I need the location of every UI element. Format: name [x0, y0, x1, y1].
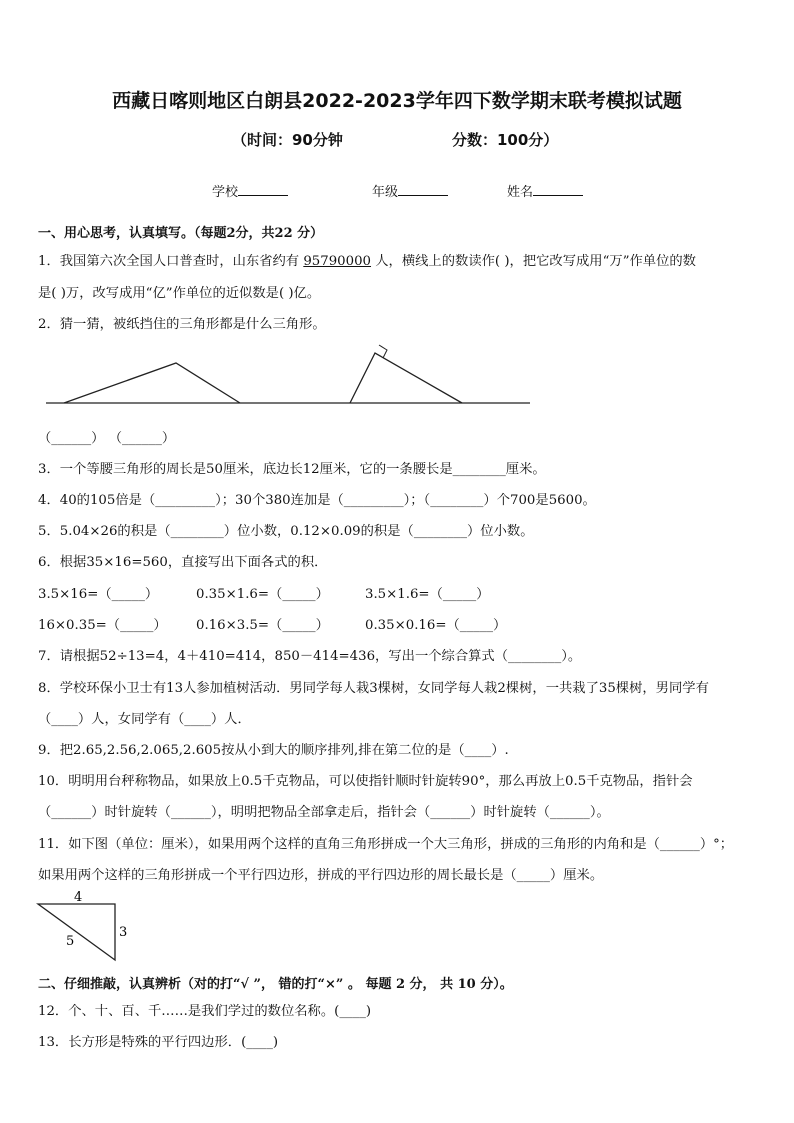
question-6: 6．根据35×16=560，直接写出下面各式的积．	[38, 555, 328, 570]
q1-text-a: 1．我国第六次全国人口普查时，山东省约有	[38, 254, 304, 269]
covered-triangles-figure	[0, 345, 794, 465]
question-4: 4．40的105倍是（_________）；30个380连加是（_________）；（________）个700是5600。	[38, 493, 596, 508]
question-11-line1: 11．如下图（单位：厘米），如果用两个这样的直角三角形拼成一个大三角形，拼成的三角形的内角和是（______）°；	[38, 837, 734, 852]
q6-row2-item1: 16×0.35=（_____）	[38, 618, 167, 633]
exam-title: 西藏日喀则地区白朗县2022-2023学年四下数学期末联考模拟试题	[112, 90, 682, 112]
q1-underlined-number: 95790000	[303, 254, 372, 269]
grade-field	[372, 181, 448, 200]
tri-label-hypotenuse: 5	[66, 934, 75, 949]
q6-row1-item3: 3.5×1.6=（_____）	[365, 587, 490, 602]
question-8-line2: （____）人，女同学有（____）人．	[38, 712, 251, 727]
grade-label: 年级	[372, 185, 399, 200]
question-11-line2: 如果用两个这样的三角形拼成一个平行四边形，拼成的平行四边形的周长最长是（_____）厘米。	[38, 868, 604, 883]
question-2: 2．猜一猜，被纸挡住的三角形都是什么三角形。	[38, 317, 326, 332]
exam-time: （时间：90分钟	[232, 131, 343, 149]
q6-row2-item3: 0.35×0.16=（_____）	[365, 618, 507, 633]
question-10-line1: 10．明明用台秤称物品，如果放上0.5千克物品，可以使指针顺时针旋转90°，那么再放上0.5千克物品，指针会	[38, 774, 693, 789]
question-10-line2: （______）时针旋转（______），明明把物品全部拿走后，指针会（______）时针旋转（______）。	[38, 805, 610, 820]
question-1-line1	[38, 250, 696, 269]
tri-label-top: 4	[74, 890, 83, 905]
tri-label-side: 3	[119, 925, 128, 940]
right-triangle-figure	[0, 890, 794, 970]
triangle-1	[64, 363, 240, 403]
right-triangle-shape	[38, 904, 115, 960]
question-3: 3．一个等腰三角形的周长是50厘米，底边长12厘米，它的一条腰长是________厘米。	[38, 462, 546, 477]
question-2-blanks[interactable]: （______） （______）	[38, 431, 176, 446]
question-9: 9．把2.65,2.56,2.065,2.605按从小到大的顺序排列,排在第二位的是（____）.	[38, 743, 509, 758]
question-8-line1: 8．学校环保小卫士有13人参加植树活动．男同学每人栽3棵树，女同学每人栽2棵树，一共栽了35棵树，男同学有	[38, 681, 709, 696]
question-7: 7．请根据52÷13=4，4＋410=414，850－414=436，写出一个综合算式（________）。	[38, 649, 582, 664]
section2-heading: 二、仔细推敲，认真辨析（对的打“√ ”， 错的打“×” 。 每题 2 分， 共 10 分）。	[38, 977, 513, 992]
q1-text-b: 人，横线上的数读作( )，把它改写成用“万”作单位的数	[371, 254, 696, 269]
section1-heading: 一、用心思考，认真填写。（每题2分，共22 分）	[38, 226, 324, 241]
exam-score: 分数：100分）	[452, 131, 559, 149]
grade-blank[interactable]	[398, 183, 448, 196]
question-13: 13．长方形是特殊的平行四边形．(____)	[38, 1035, 279, 1050]
name-label: 姓名	[507, 185, 534, 200]
q6-row1-item1: 3.5×16=（_____）	[38, 587, 159, 602]
q6-row1-item2: 0.35×1.6=（_____）	[196, 587, 329, 602]
question-5: 5．5.04×26的积是（________）位小数，0.12×0.09的积是（________）位小数。	[38, 524, 534, 539]
triangle-2	[350, 353, 462, 403]
question-12: 12．个、十、百、千……是我们学过的数位名称。(____)	[38, 1004, 372, 1019]
name-blank[interactable]	[533, 183, 583, 196]
name-field	[507, 181, 583, 200]
question-1-line2: 是( )万，改写成用“亿”作单位的近似数是( )亿。	[38, 286, 321, 301]
school-blank[interactable]	[238, 183, 288, 196]
school-label: 学校	[212, 185, 239, 200]
q6-row2-item2: 0.16×3.5=（_____）	[196, 618, 329, 633]
school-field	[212, 181, 288, 200]
